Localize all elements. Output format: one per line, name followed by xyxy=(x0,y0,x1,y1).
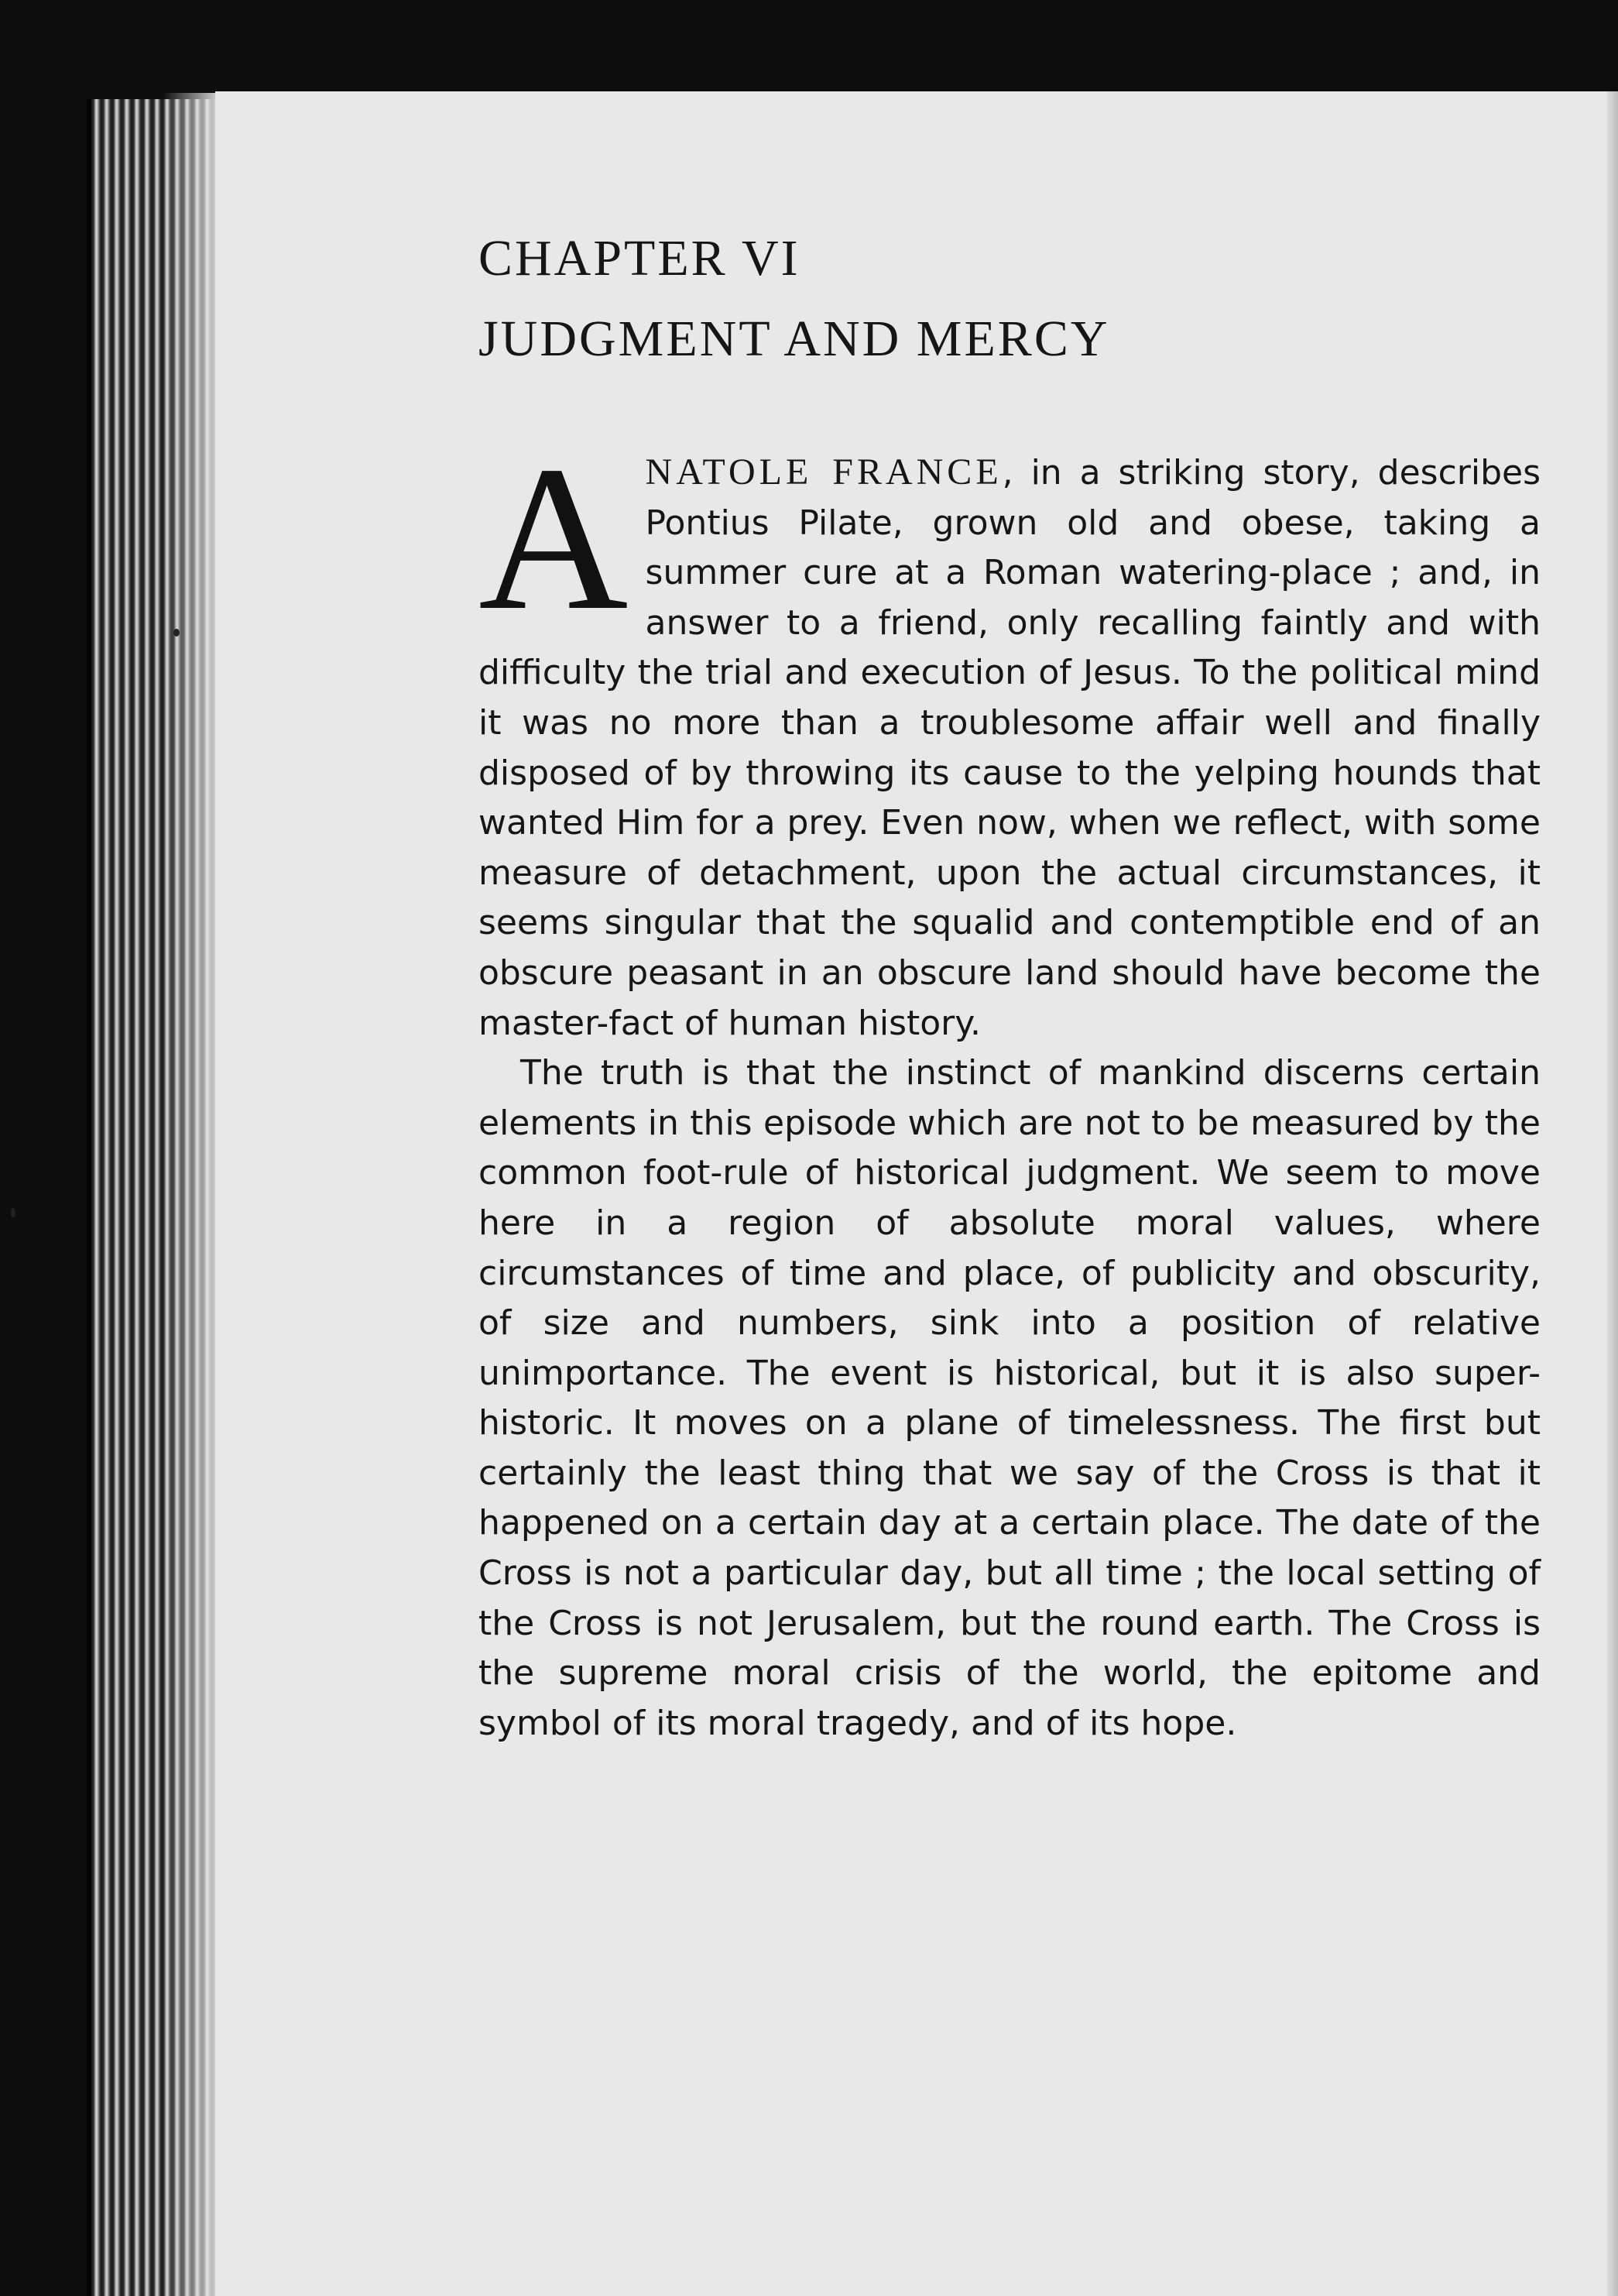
drop-cap: A xyxy=(478,423,629,653)
chapter-body xyxy=(478,423,1541,1749)
page-right-edge xyxy=(1607,91,1618,2296)
paragraph-1-text: , in a striking story, describes Pontius Pilate, grown old and obese, taking a summer cure at a Roman watering-place ; and, in answer to a friend, only recalling faintly and with difficulty the trial and execution of Jesus. To the political mind it was no more than a troublesome affair well and finally disposed of by throwing its cause to the yelping hounds that wanted Him for a prey. Even now, when we reflect, with some measure of detachment, upon the actual circumstances, it seems singular that the squalid and contemptible end of an obscure peasant in an obscure land should have become the master-fact of human history. xyxy=(478,453,1541,1043)
paragraph-2: The truth is that the instinct of mankind discerns certain elements in this episode which are not to be measured by the common foot-rule of historical judgment. We seem to move here in a region of absolute moral values, where circumstances of time and place, of publicity and obscurity, of size and numbers, sink into a position of relative unimportance. The event is historical, but it is also super-historic. It moves on a plane of timelessness. The first but certainly the least thing that we say of the Cross is that it happened on a certain day at a certain place. The date of the Cross is not a particular day, but all time ; the local setting of the Cross is not Jerusalem, but the round earth. The Cross is the supreme moral crisis of the world, the epitome and symbol of its moral tragedy, and of its hope. xyxy=(478,1053,1541,1743)
chapter-number: CHAPTER VI xyxy=(478,230,800,287)
scan-speck xyxy=(173,629,180,637)
chapter-title: JUDGMENT AND MERCY xyxy=(478,311,1110,367)
lead-in-text: NATOLE FRANCE xyxy=(645,451,1003,492)
scan-speck xyxy=(11,1208,15,1217)
paragraph-1 xyxy=(478,423,1541,1048)
